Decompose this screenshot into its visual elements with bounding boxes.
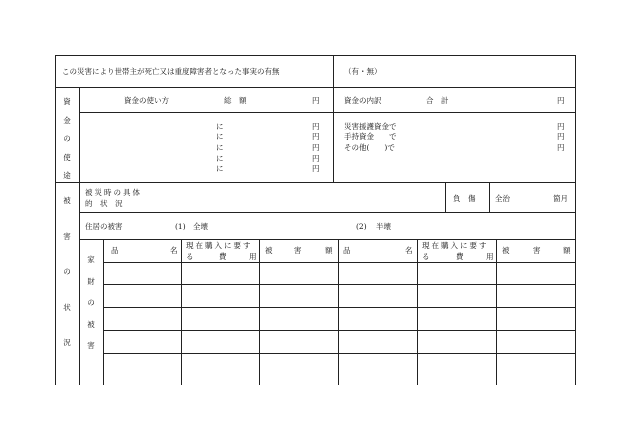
injury-label: 負 傷 [453,194,476,203]
vertical-char: の [87,298,95,307]
yen-label: 円 [557,122,565,131]
usage-ni: に [216,164,224,173]
vertical-char: 況 [63,338,71,347]
vertical-char: 被 [87,319,95,329]
household-table-body[interactable] [104,263,575,385]
vertical-char: 財 [87,276,95,286]
amount-header-c: 額 [563,246,571,255]
usage-side-label-char [60,98,74,180]
amount-header-b: 害 [533,246,541,255]
vertical-char: 害 [63,231,71,241]
situation-label-line2: 的 状 況 [85,199,123,208]
usage-side-divider [79,87,80,385]
recovery-unit: 箇月 [553,194,568,203]
vertical-char: 家 [87,255,95,264]
item-header-a: 品 [343,246,351,255]
death-disability-question: この災害により世帯主が死亡又は重度障害者となった事実の有無 [62,67,280,76]
yen-label: 円 [312,132,320,141]
usage-ni: に [216,132,224,141]
usage-ni: に [216,154,224,163]
usage-bottom [55,182,576,183]
cost-header-2a: る [186,252,194,261]
yen-label: 円 [557,96,565,105]
vertical-char: 使 [63,152,71,162]
household-side-label-char [84,256,98,350]
vertical-char: の [63,267,71,276]
frame-top [55,55,576,56]
amount-header-a: 被 [265,246,273,255]
cost-header-2a: る [422,252,430,261]
vertical-char: の [63,134,71,143]
usage-ni: に [216,122,224,131]
injury-divider [489,182,490,212]
item-header-b: 名 [170,246,178,255]
breakdown-sum-header: 合 計 [426,96,449,105]
death-disability-answer[interactable]: （有・無） [344,67,382,76]
usage-side-label [60,98,74,191]
recovery-prefix: 全治 [495,194,510,203]
vertical-char: 資 [63,97,71,106]
item-header-b: 名 [405,246,413,255]
option-half-collapse[interactable]: 半壊 [376,222,391,231]
row1-divider [333,55,334,87]
breakdown-other: その他( )で [344,143,395,152]
amount-header-a: 被 [502,246,510,255]
cost-header-1: 現在購入に要す [422,241,489,250]
option-full-collapse[interactable]: 全壊 [193,222,208,231]
breakdown-header: 資金の内訳 [344,96,382,105]
situation-label-line1: 被災時の具体 [85,188,142,197]
frame-left [55,55,56,385]
household-side-label [84,256,98,364]
vertical-char: 途 [63,171,71,180]
frame-right [575,55,576,385]
damage-side-label [60,197,74,375]
yen-label: 円 [557,143,565,152]
housing-label: 住居の被害 [85,222,123,231]
yen-label: 円 [312,164,320,173]
option-full-collapse-num[interactable]: (1) [175,222,186,231]
usage-method-header: 資金の使い方 [124,96,169,105]
usage-header-bottom [79,112,576,113]
vertical-char: 被 [63,196,71,205]
item-header-a: 品 [111,246,119,255]
amount-header-b: 害 [294,246,302,255]
vertical-char: 害 [87,341,95,350]
yen-label: 円 [312,96,320,105]
usage-total-header: 総 額 [224,96,247,105]
usage-ni: に [216,143,224,152]
cost-header-2c: 用 [249,252,257,261]
situation-bottom [79,212,576,213]
yen-label: 円 [312,143,320,152]
vertical-char: 状 [63,302,71,312]
option-half-collapse-num[interactable]: (2) [356,222,367,231]
usage-mid-divider [333,87,334,182]
housing-bottom [79,239,576,240]
yen-label: 円 [557,132,565,141]
row1-bottom [55,87,576,88]
cost-header-2b: 費 [219,252,227,261]
cost-header-2c: 用 [486,252,494,261]
damage-side-label-char [60,197,74,347]
yen-label: 円 [312,122,320,131]
breakdown-own-fund: 手持資金 で [344,132,397,141]
cost-header-1: 現在購入に要す [186,241,253,250]
situation-divider [445,182,446,212]
amount-header-c: 額 [325,246,333,255]
vertical-char: 金 [63,115,71,125]
breakdown-relief-fund: 災害援護資金で [344,122,397,131]
yen-label: 円 [312,154,320,163]
cost-header-2b: 費 [456,252,464,261]
